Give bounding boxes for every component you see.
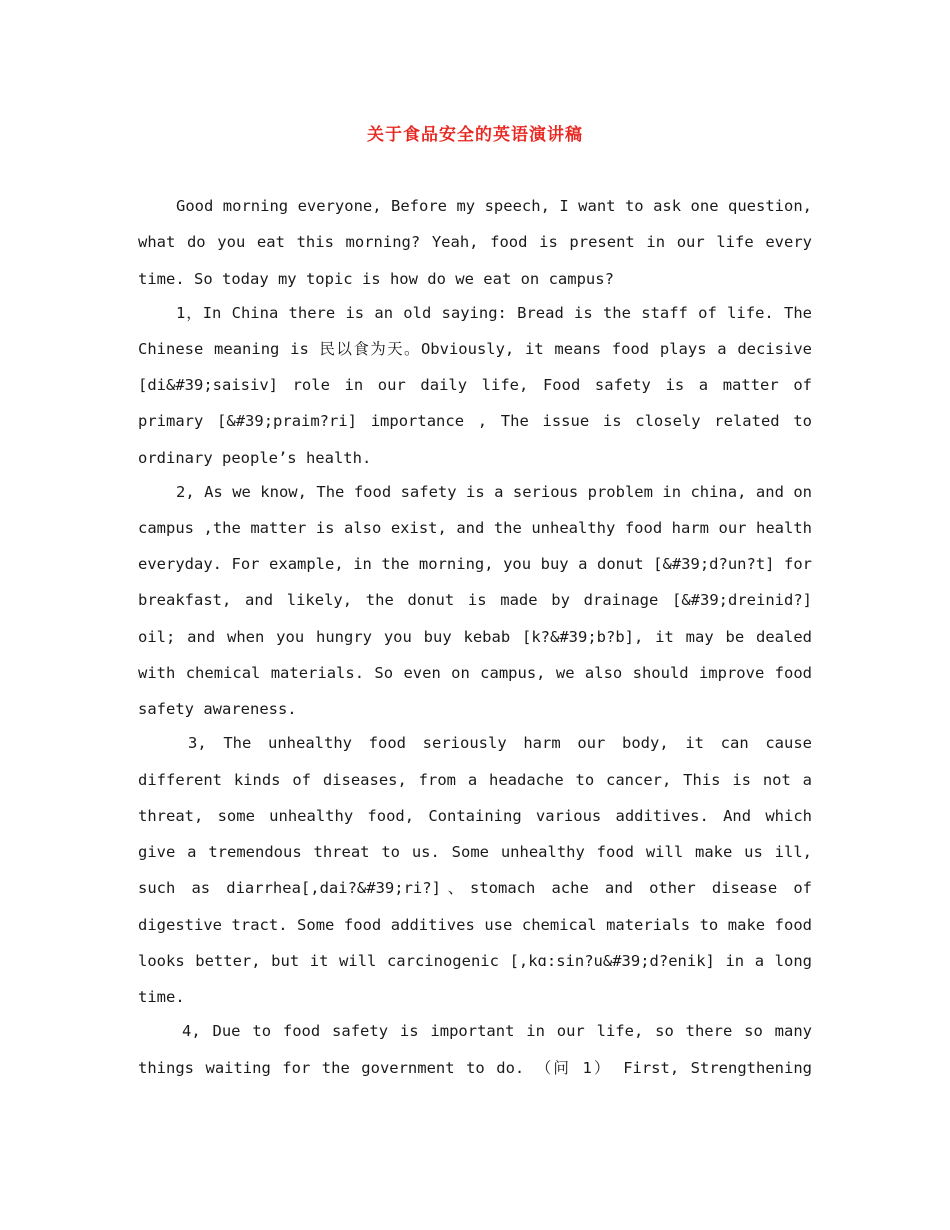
document-body: [138, 188, 812, 1083]
paragraph-4: 4, Due to food safety is important in our life, so there so many things waiting for the government to do. （问 1） First, Strengthening: [138, 1022, 812, 1077]
paragraph-1: 1，In China there is an old saying: Bread is the staff of life. The Chinese meaning is 民以食为天。Obviously, it means food plays a decisive [di&#39;saisiv] role in our daily life, Food safety is a matter of primary [&#39;praim?ri] importance , The issue is closely related to ordinary people’s health.: [138, 303, 812, 467]
paragraph-intro: Good morning everyone, Before my speech, I want to ask one question, what do you eat this morning? Yeah, food is present in our life every time. So today my topic is how do we eat on campus?: [138, 197, 812, 288]
paragraph-3: 3, The unhealthy food seriously harm our body, it can cause different kinds of diseases, from a headache to cancer, This is not a threat, some unhealthy food, Containing various additives. And which give a tremendous threat to us. Some unhealthy food will make us ill, such as diarrhea[,dai?&#39;ri?]、stomach ache and other disease of digestive tract. Some food additives use chemical materials to make food looks better, but it will carcinogenic [,kɑ:sin?u&#39;d?enik] in a long time.: [138, 734, 812, 1007]
document-title: 关于食品安全的英语演讲稿: [367, 125, 583, 145]
paragraph-2: 2, As we know, The food safety is a serious problem in china, and on campus ,the matter is also exist, and the unhealthy food harm our health everyday. For example, in the morning, you buy a donut [&#39;d?un?t] for breakfast, and likely, the donut is made by drainage [&#39;dreinid?] oil; and when you hungry you buy kebab [k?&#39;b?b], it may be dealed with chemical materials. So even on campus, we also should improve food safety awareness.: [138, 482, 812, 719]
